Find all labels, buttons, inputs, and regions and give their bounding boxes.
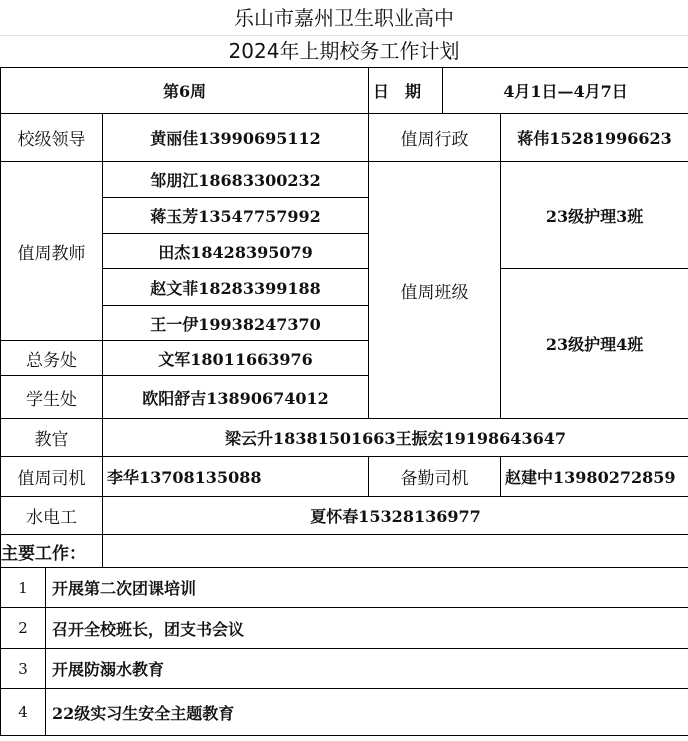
leaders-row bbox=[1, 114, 688, 162]
task-text: 召开全校班长，团支书会议 bbox=[46, 608, 688, 649]
duty-class-b: 23级护理4班 bbox=[501, 269, 688, 419]
plan-title: 2024年上期校务工作计划 bbox=[228, 39, 460, 63]
school-leader-label: 校级领导 bbox=[1, 114, 103, 162]
duty-teacher: 赵文菲18283399188 bbox=[103, 269, 369, 306]
admin-on-duty-label: 值周行政 bbox=[369, 114, 501, 162]
drivers-row bbox=[1, 457, 688, 497]
duty-plan-table bbox=[0, 67, 688, 736]
tasks-header-row bbox=[1, 535, 688, 568]
backup-driver-label: 备勤司机 bbox=[369, 457, 501, 497]
general-affairs-label: 总务处 bbox=[1, 341, 103, 376]
general-affairs-contact: 文军18011663976 bbox=[103, 341, 369, 376]
duty-teachers-label: 值周教师 bbox=[1, 162, 103, 341]
task-row bbox=[1, 649, 688, 689]
task-text: 开展第二次团课培训 bbox=[46, 568, 688, 608]
instructor-contacts: 梁云升18381501663王振宏19198643647 bbox=[103, 419, 688, 457]
backup-driver: 赵建中13980272859 bbox=[501, 457, 688, 497]
teacher-row bbox=[1, 269, 688, 306]
main-tasks-header-blank bbox=[103, 535, 688, 568]
task-number: 1 bbox=[1, 568, 46, 608]
task-number: 2 bbox=[1, 608, 46, 649]
instructor-label: 教官 bbox=[1, 419, 103, 457]
task-row bbox=[1, 689, 688, 736]
task-number: 4 bbox=[1, 689, 46, 736]
duty-teacher: 王一伊19938247370 bbox=[103, 306, 369, 341]
task-row bbox=[1, 568, 688, 608]
task-row bbox=[1, 608, 688, 649]
utilities-label: 水电工 bbox=[1, 497, 103, 535]
duty-class-a: 23级护理3班 bbox=[501, 162, 688, 269]
utilities-row bbox=[1, 497, 688, 535]
school-leader: 黄丽佳13990695112 bbox=[103, 114, 369, 162]
task-number: 3 bbox=[1, 649, 46, 689]
duty-teacher: 田杰18428395079 bbox=[103, 234, 369, 269]
duty-teacher: 蒋玉芳13547757992 bbox=[103, 198, 369, 234]
admin-on-duty: 蒋伟15281996623 bbox=[501, 114, 688, 162]
date-range: 4月1日—4月7日 bbox=[443, 68, 688, 114]
task-text: 22级实习生安全主题教育 bbox=[46, 689, 688, 736]
duty-driver: 李华13708135088 bbox=[103, 457, 369, 497]
duty-driver-label: 值周司机 bbox=[1, 457, 103, 497]
student-affairs-label: 学生处 bbox=[1, 376, 103, 419]
main-tasks-label: 主要工作： bbox=[1, 535, 103, 568]
task-text: 开展防溺水教育 bbox=[46, 649, 688, 689]
student-affairs-contact: 欧阳舒吉13890674012 bbox=[103, 376, 369, 419]
week-label: 第6周 bbox=[1, 68, 369, 114]
instructor-row bbox=[1, 419, 688, 457]
duty-teacher: 邹朋江18683300232 bbox=[103, 162, 369, 198]
duty-classes-label: 值周班级 bbox=[369, 162, 501, 419]
week-row bbox=[1, 68, 688, 114]
teacher-row bbox=[1, 162, 688, 198]
utilities-contact: 夏怀春15328136977 bbox=[103, 497, 688, 535]
school-name: 乐山市嘉州卫生职业高中 bbox=[0, 2, 688, 36]
date-label: 日 期 bbox=[369, 68, 443, 114]
